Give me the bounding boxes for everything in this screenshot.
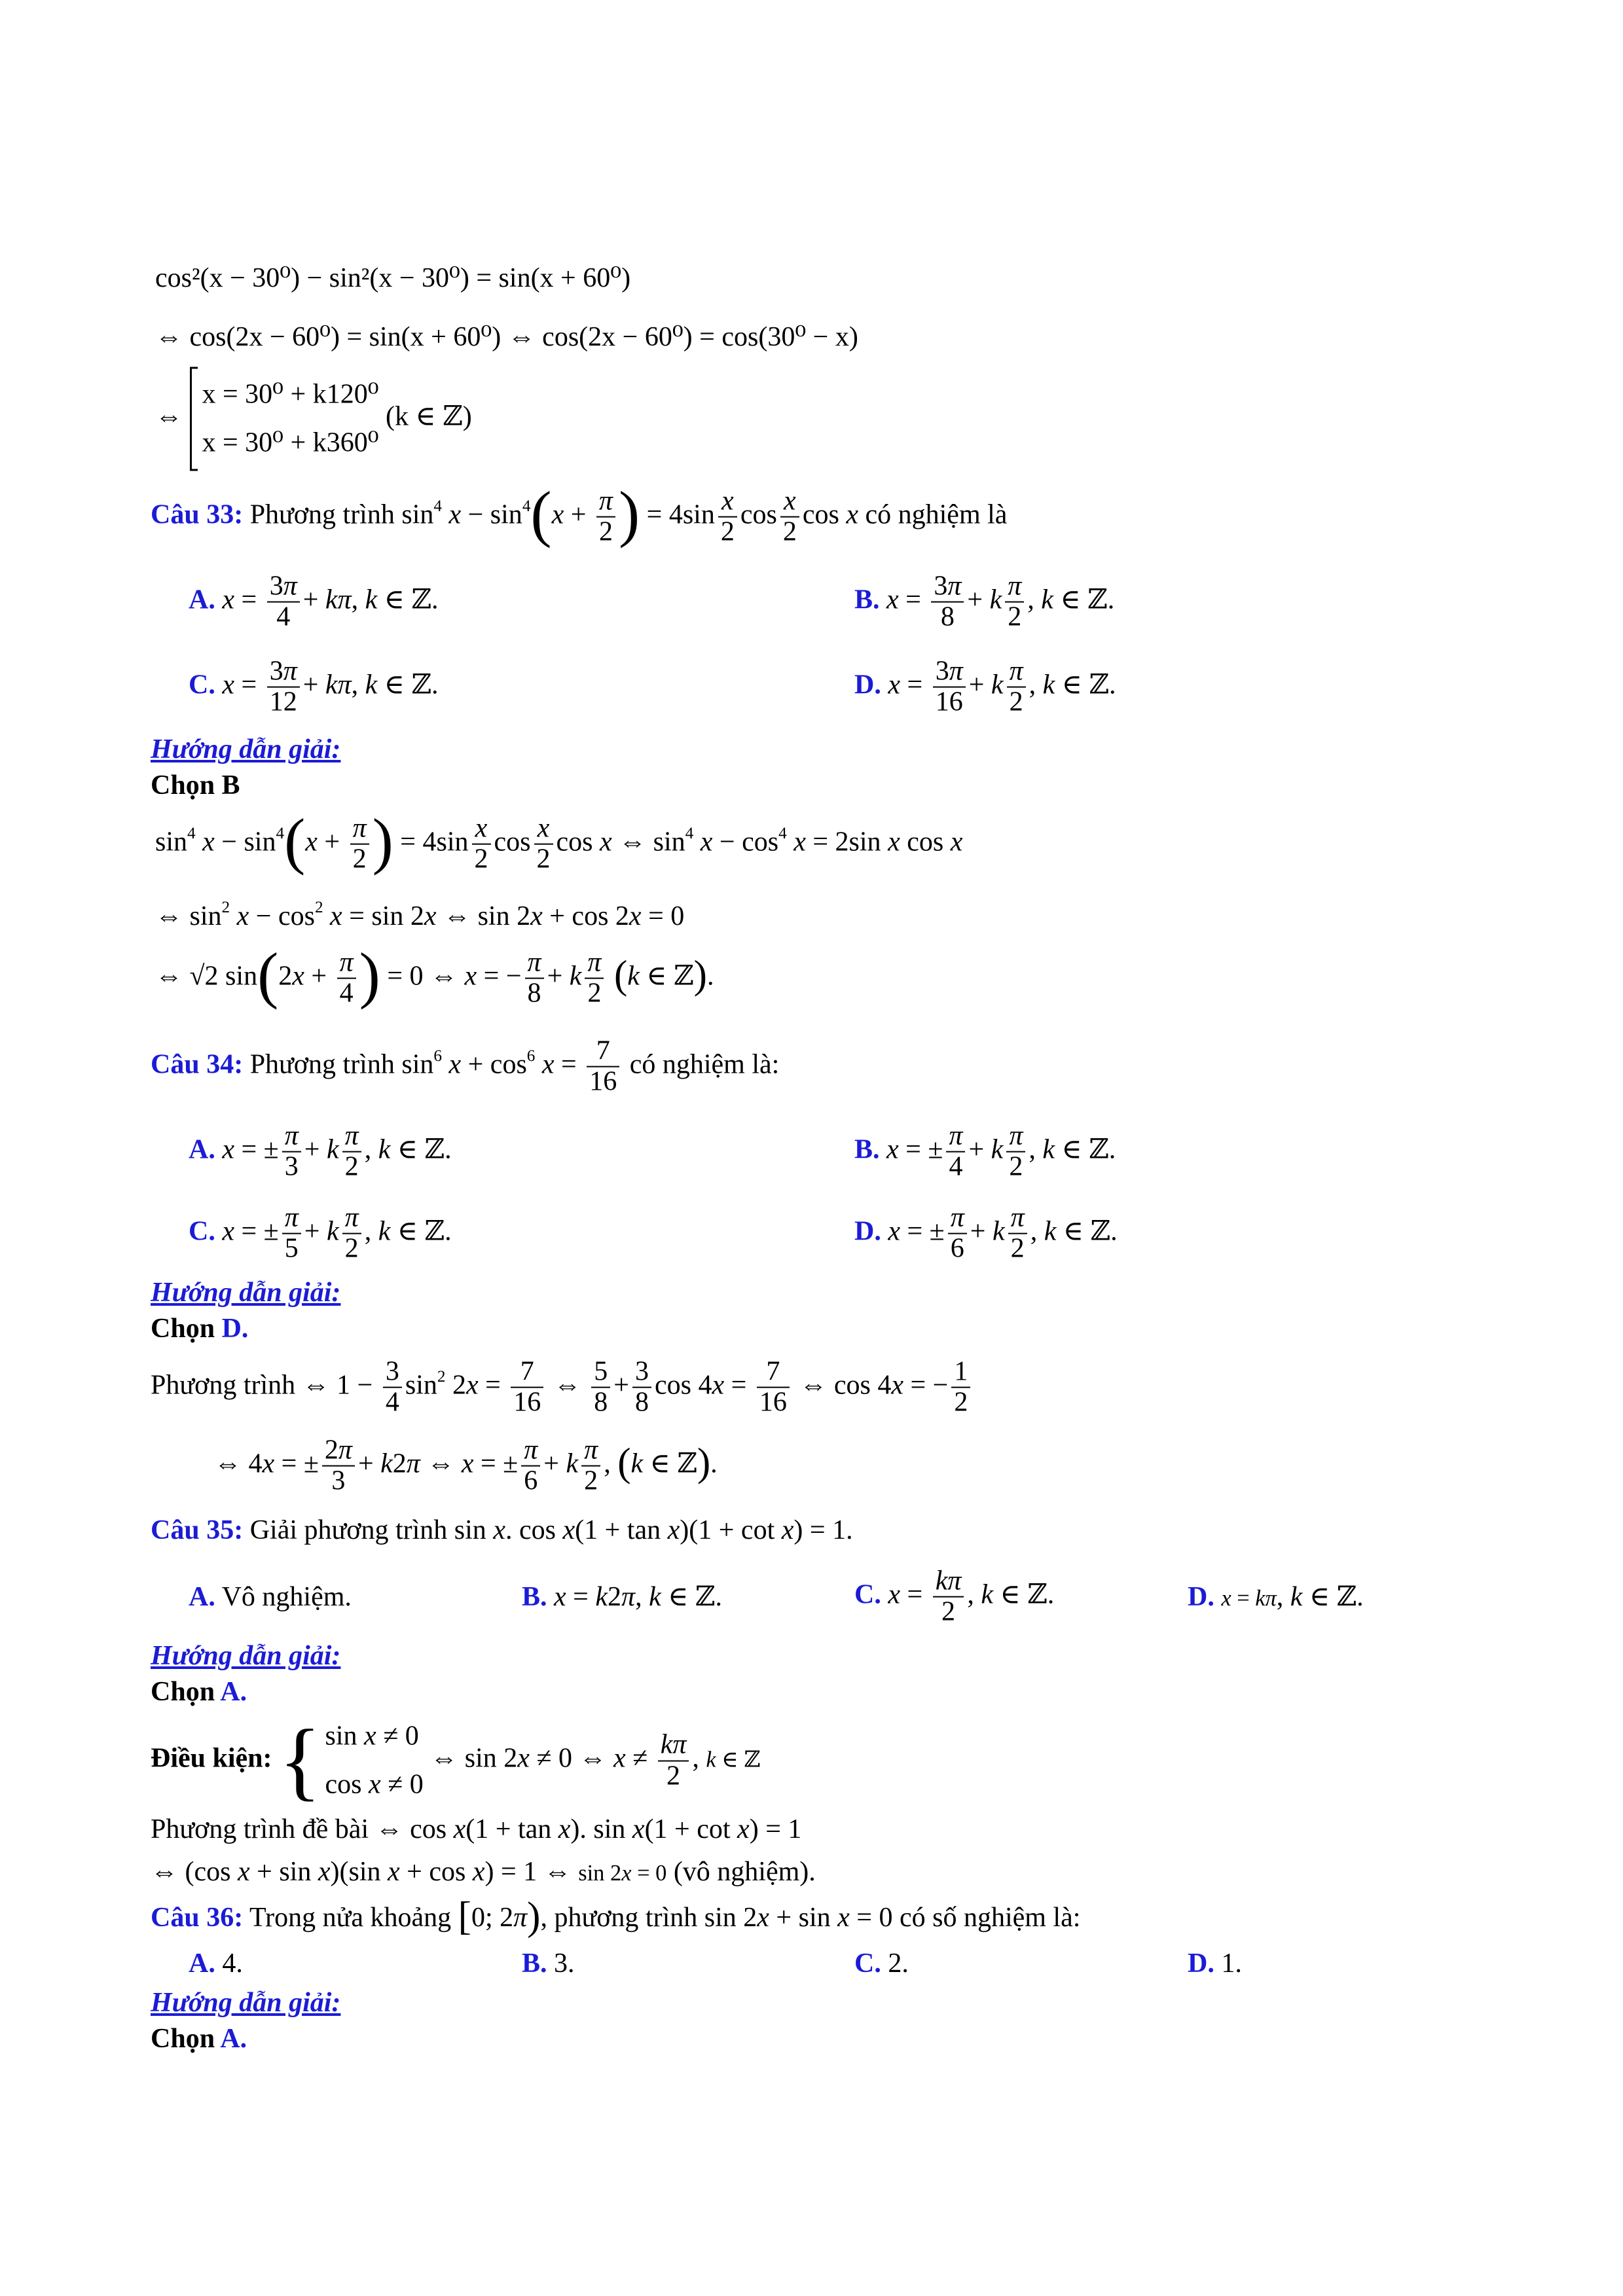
q35-solution-line1: Phương trình đề bài ⇔ cos x(1 + tan x). sin x(1 + cot x) = 1	[151, 1814, 802, 1844]
q33-answer: Chọn B	[151, 770, 240, 800]
q33-option-d[interactable]: D. x = $\frac{3\pi}{16}$ + k $\frac{\pi}{2}$ , k ∈ ℤ.	[854, 656, 1116, 717]
q34-option-b[interactable]: B. x = ± $\frac{\pi}{4}$ + k $\frac{\pi}{2}$ , k ∈ ℤ.	[854, 1121, 1116, 1182]
q33-solution-line2: ⇔ $\sin^2 x - \cos^2 x = \sin 2x$ ⇔ sin 2x + cos 2x = 0	[155, 899, 685, 931]
q36-answer: Chọn A.	[151, 2024, 247, 2054]
q33-guide-heading: Hướng dẫn giải:	[151, 734, 341, 764]
q33-solution-line1: $\sin^4 x - \sin^4(x$ + $\frac{\pi}{2}$ ) = 4sin $\frac{x}{2}$ cos $\frac{x}{2}$ cos x ⇔ $\sin^4 x - \cos^4 x = 2\sin$ x cos x	[155, 806, 963, 876]
q34-option-d[interactable]: D. x = ± $\frac{\pi}{6}$ + k $\frac{\pi}{2}$ , k ∈ ℤ.	[854, 1202, 1118, 1264]
q35-option-a[interactable]: A. Vô nghiệm.	[189, 1582, 352, 1612]
q34-option-a[interactable]: A. x = ± $\frac{\pi}{3}$ + k $\frac{\pi}{2}$ , k ∈ ℤ.	[189, 1121, 452, 1182]
q34-solution-line1: Phương trình ⇔ 1 − $\frac{3}{4}$ $\sin^2 2x$ = $\frac{7}{16}$ ⇔ $\frac{5}{8}$ + $\frac{3}{8}$ cos 4x = $\frac{7}{16}$ ⇔ cos 4x = − $\frac{1}{2}$	[151, 1357, 974, 1418]
q33-stem: Câu 33: Phương trình $\sin^4 x - \sin^4(x$ + $\frac{\pi}{2}$ ) = 4sin $\frac{x}{2}$ cos $\frac{x}{2}$ cos x có nghiệm là	[151, 478, 1008, 549]
q32-solution-line2: ⇔ cos(2x − 60⁰) = sin(x + 60⁰) ⇔ cos(2x − 60⁰) = cos(30⁰ − x)	[155, 322, 858, 352]
q36-option-a[interactable]: A. 4.	[189, 1948, 243, 1979]
q36-option-b[interactable]: B. 3.	[522, 1948, 575, 1979]
q36-stem: Câu 36: Trong nửa khoảng [0; 2π), phương trình sin 2x + sin x = 0 có số nghiệm là:	[151, 1894, 1081, 1939]
q35-solution-line2: ⇔ (cos x + sin x)(sin x + cos x) = 1 ⇔ sin 2x = 0 (vô nghiệm).	[151, 1857, 816, 1887]
q34-option-c[interactable]: C. x = ± $\frac{\pi}{5}$ + k $\frac{\pi}{2}$ , k ∈ ℤ.	[189, 1202, 452, 1264]
q34-answer: Chọn D.	[151, 1314, 249, 1344]
q32-solution-line3: ⇔ x = 30⁰ + k120⁰ x = 30⁰ + k360⁰ (k ∈ ℤ)	[155, 367, 472, 471]
q35-stem: Câu 35: Giải phương trình sin x. cos x(1 + tan x)(1 + cot x) = 1.	[151, 1515, 853, 1545]
q32-solution-line1: cos²(x − 30⁰) − sin²(x − 30⁰) = sin(x + 60⁰)	[155, 263, 631, 293]
q35-option-b[interactable]: B. x = k2π, k ∈ ℤ.	[522, 1582, 722, 1612]
q36-guide-heading: Hướng dẫn giải:	[151, 1988, 341, 2018]
q35-option-c[interactable]: C. x = $\frac{k\pi}{2}$ , k ∈ ℤ.	[854, 1566, 1055, 1627]
q36-option-c[interactable]: C. 2.	[854, 1948, 909, 1979]
q33-option-a[interactable]: A. x = $\frac{3\pi}{4}$ + kπ, k ∈ ℤ.	[189, 571, 439, 632]
q34-guide-heading: Hướng dẫn giải:	[151, 1278, 341, 1308]
q35-guide-heading: Hướng dẫn giải:	[151, 1641, 341, 1671]
q33-option-c[interactable]: C. x = $\frac{3\pi}{12}$ + kπ, k ∈ ℤ.	[189, 656, 439, 717]
q33-option-b[interactable]: B. x = $\frac{3\pi}{8}$ + k $\frac{\pi}{2}$ , k ∈ ℤ.	[854, 571, 1115, 632]
q36-option-d[interactable]: D. 1.	[1188, 1948, 1242, 1979]
q35-condition: Điều kiện: { sin x ≠ 0 cos x ≠ 0 ⇔ sin 2x ≠ 0 ⇔ x ≠ $\frac{k\pi}{2}$ , k ∈ ℤ	[151, 1712, 761, 1809]
q34-stem: Câu 34: Phương trình $\sin^6 x + \cos^6 x$ = $\frac{7}{16}$ có nghiệm là:	[151, 1035, 780, 1097]
q35-option-d[interactable]: D. x = kπ, k ∈ ℤ.	[1188, 1582, 1364, 1612]
q33-solution-line3: ⇔ √2 sin(2x + $\frac{\pi}{4}$ ) = 0 ⇔ x = − $\frac{\pi}{8}$ + k $\frac{\pi}{2}$ (k ∈ ℤ).	[155, 940, 714, 1011]
solution-set-bracket: x = 30⁰ + k120⁰ x = 30⁰ + k360⁰	[190, 367, 379, 471]
q35-answer: Chọn A.	[151, 1677, 247, 1707]
q34-solution-line2: ⇔ 4x = ± $\frac{2\pi}{3}$ + k2π ⇔ x = ± $\frac{\pi}{6}$ + k $\frac{\pi}{2}$ , (k ∈ ℤ).	[214, 1435, 718, 1496]
